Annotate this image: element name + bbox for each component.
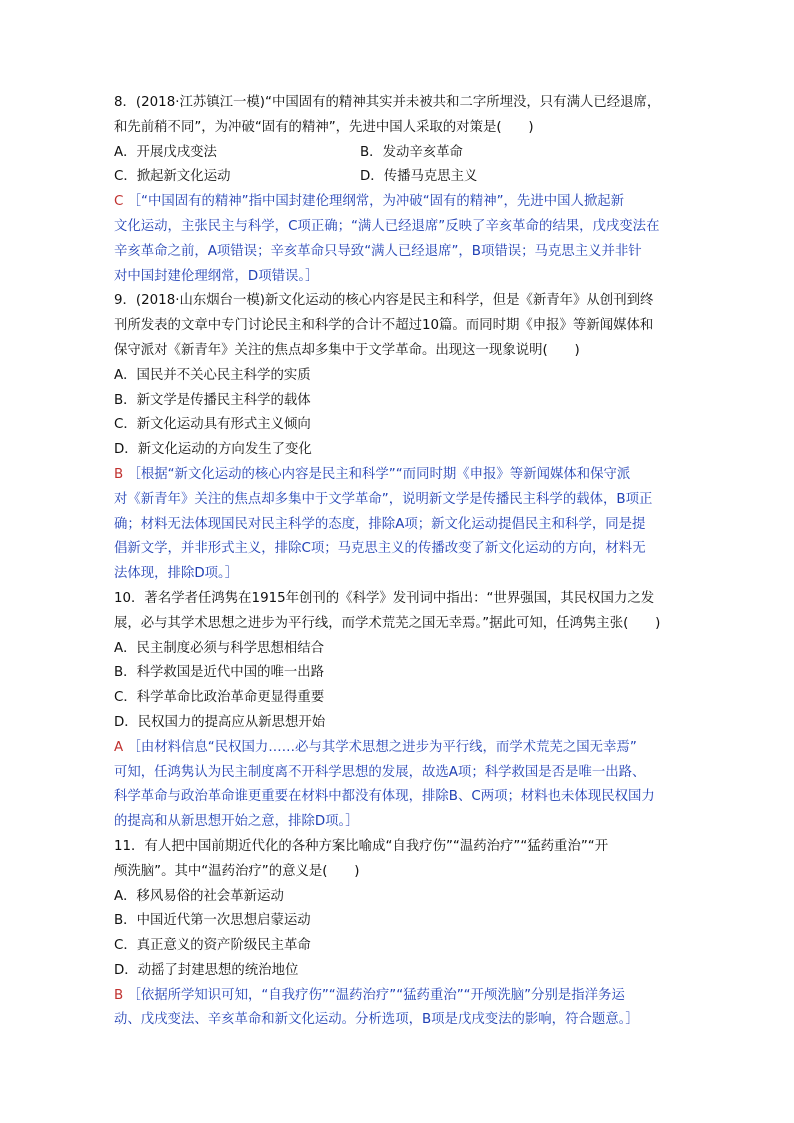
question-11-option-a: A．移风易俗的社会革新运动 — [114, 888, 284, 904]
question-8 — [114, 91, 686, 289]
question-10-answer — [114, 736, 686, 835]
question-9-answer-line-3: 确；材料无法体现国民对民主科学的态度，排除A项；新文化运动提倡民主和科学，同是提 — [114, 516, 646, 532]
question-11-option-b: B．中国近代第一次思想启蒙运动 — [114, 913, 311, 929]
question-9 — [114, 289, 686, 587]
question-8-answer-line-1: ［“中国固有的精神”指中国封建伦理纲常，为冲破“固有的精神”，先进中国人掀起新 — [127, 194, 625, 210]
question-9-option-b: B．新文学是传播民主科学的载体 — [114, 392, 311, 408]
question-10-option-c: C．科学革命比政治革命更显得重要 — [114, 690, 325, 706]
question-11-option-d: D．动摇了封建思想的统治地位 — [114, 962, 299, 978]
question-8-option-b: B．发动辛亥革命 — [360, 144, 463, 160]
question-8-answer — [114, 190, 686, 289]
question-11-stem-line-2: 颅洗脑”。其中“温药治疗”的意义是( ) — [114, 863, 360, 879]
question-10-option-b: B．科学救国是近代中国的唯一出路 — [114, 665, 325, 681]
question-10-answer-key: A — [114, 739, 124, 755]
question-8-options-row-2 — [114, 165, 686, 190]
question-8-stem-line-1: 8．(2018·江苏镇江一模)“中国固有的精神其实并未被共和二字所埋没，只有满人已经退席， — [114, 95, 661, 110]
question-10-answer-line-2: 可知，任鸿隽认为民主制度离不开科学思想的发展，故选A项；科学救国是否是唯一出路、 — [114, 764, 646, 780]
question-9-answer-line-5: 法体现，排除D项。］ — [114, 566, 239, 582]
question-8-answer-key: C — [114, 194, 124, 210]
question-9-answer-line-2: 对《新青年》关注的焦点却多集中于文学革命”，说明新文学是传播民主科学的载体，B项正 — [114, 491, 653, 507]
question-11-stem-line-1: 11．有人把中国前期近代化的各种方案比喻成“自我疗伤”“温药治疗”“猛药重治”“开 — [114, 838, 609, 854]
question-8-answer-line-4: 对中国封建伦理纲常，D项错误。］ — [114, 268, 319, 284]
question-8-stem-line-2: 和先前稍不同”，为冲破“固有的精神”，先进中国人采取的对策是( ) — [114, 119, 534, 135]
question-8-answer-line-2: 文化运动，主张民主与科学，C项正确；“满人已经退席”反映了辛亥革命的结果，戊戌变法在 — [114, 218, 660, 234]
question-11-answer — [114, 984, 686, 1034]
question-9-option-c: C．新文化运动具有形式主义倾向 — [114, 417, 311, 433]
question-11-answer-key: B — [114, 987, 124, 1003]
question-10-answer-line-1: ［由材料信息“民权国力……必与其学术思想之进步为平行线，而学术荒芜之国无幸焉” — [127, 739, 637, 755]
question-10 — [114, 587, 686, 835]
question-8-option-d: D．传播马克思主义 — [360, 169, 478, 185]
question-11-option-c: C．真正意义的资产阶级民主革命 — [114, 938, 311, 954]
question-9-option-d: D．新文化运动的方向发生了变化 — [114, 442, 312, 458]
question-9-answer — [114, 463, 686, 587]
question-9-stem-line-1: 9．(2018·山东烟台一模)新文化运动的核心内容是民主和科学，但是《新青年》从创刊到终 — [114, 293, 654, 309]
question-9-answer-line-4: 倡新文学，并非形式主义，排除C项；马克思主义的传播改变了新文化运动的方向，材料无 — [114, 541, 646, 557]
document-page — [114, 91, 686, 1033]
question-10-option-d: D．民权国力的提高应从新思想开始 — [114, 714, 326, 730]
question-8-options-row-1 — [114, 141, 686, 166]
question-10-stem-line-2: 展，必与其学术思想之进步为平行线，而学术荒芜之国无幸焉。”据此可知，任鸿隽主张( ) — [114, 615, 661, 631]
question-9-answer-line-1: ［根据“新文化运动的核心内容是民主和科学”“而同时期《申报》等新闻媒体和保守派 — [127, 466, 631, 482]
question-8-answer-line-3: 辛亥革命之前，A项错误；辛亥革命只导致“满人已经退席”，B项错误；马克思主义并非针 — [114, 243, 642, 259]
question-9-stem-line-3: 保守派对《新青年》关注的焦点却多集中于文学革命。出现这一现象说明( ) — [114, 342, 580, 358]
question-10-stem-line-1: 10．著名学者任鸿隽在1915年创刊的《科学》发刊词中指出：“世界强国，其民权国力之发 — [114, 590, 655, 606]
question-10-answer-line-4: 的提高和从新思想开始之意，排除D项。］ — [114, 814, 359, 830]
question-9-answer-key: B — [114, 466, 124, 482]
question-10-option-a: A．民主制度必须与科学思想相结合 — [114, 640, 325, 656]
question-9-stem-line-2: 刊所发表的文章中专门讨论民主和科学的合计不超过10篇。而同时期《申报》等新闻媒体和 — [114, 318, 654, 334]
question-8-option-c: C．掀起新文化运动 — [114, 169, 231, 185]
question-11-answer-line-1: ［依据所学知识可知，“自我疗伤”“温药治疗”“猛药重治”“开颅洗脑”分别是指洋务运 — [127, 987, 625, 1003]
question-9-option-a: A．国民并不关心民主科学的实质 — [114, 367, 311, 383]
question-11 — [114, 835, 686, 1033]
question-8-option-a: A．开展戊戌变法 — [114, 144, 217, 160]
question-10-answer-line-3: 科学革命与政治革命谁更重要在材料中都没有体现，排除B、C两项；材料也未体现民权国力 — [114, 789, 655, 805]
question-11-answer-line-2: 动、戊戌变法、辛亥革命和新文化运动。分析选项，B项是戊戌变法的影响，符合题意。］ — [114, 1012, 639, 1028]
